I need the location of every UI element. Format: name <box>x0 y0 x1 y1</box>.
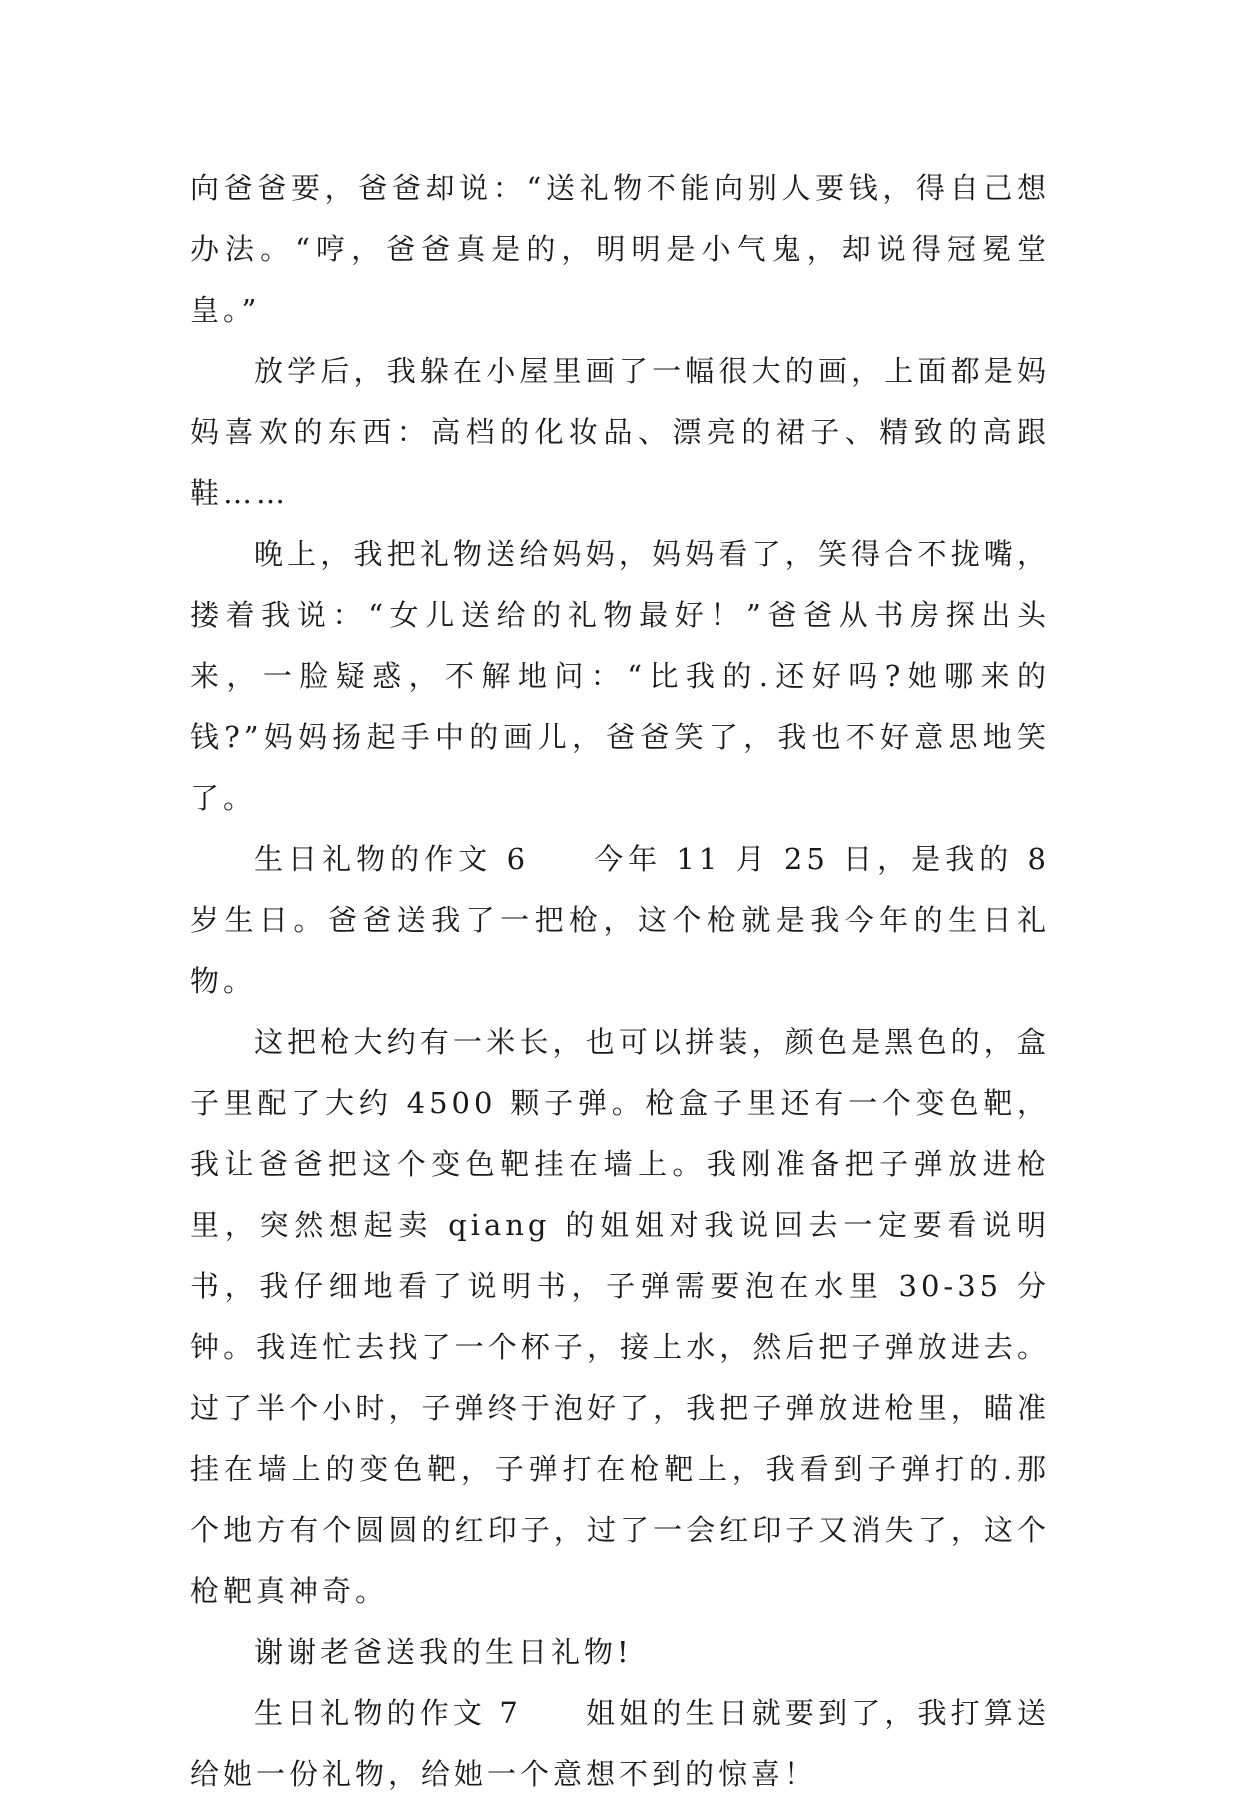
section-7-text: 姐姐的生日就要到了，我打算送给她一份礼物，给她一个意想不到的惊喜！ <box>190 1696 1050 1791</box>
paragraph-thanks: 谢谢老爸送我的生日礼物! <box>254 1635 633 1669</box>
section-7-heading: 生日礼物的作文 7 <box>254 1696 522 1730</box>
section-6-text: 今年 11 月 25 日，是我的 8 岁生日。爸爸送我了一把枪，这个枪就是我今年的生日礼物。 <box>190 842 1050 998</box>
section-7-paragraph <box>190 1683 1050 1805</box>
paragraph-painting: 放学后，我躲在小屋里画了一幅很大的画，上面都是妈妈喜欢的东西：高档的化妆品、漂亮的裙子、精致的高跟鞋…… <box>190 354 1050 510</box>
section-6-paragraph <box>190 829 1050 1012</box>
paragraph-evening: 晚上，我把礼物送给妈妈，妈妈看了，笑得合不拢嘴，搂着我说：“女儿送给的礼物最好！”爸爸从书房探出头来，一脸疑惑，不解地问：“比我的.还好吗?她哪来的钱?”妈妈扬起手中的画儿，爸爸笑了，我也不好意思地笑了。 <box>190 537 1050 815</box>
section-6-heading: 生日礼物的作文 6 <box>254 842 530 876</box>
paragraph-gun: 这把枪大约有一米长，也可以拼装，颜色是黑色的，盒子里配了大约 4500 颗子弹。枪盒子里还有一个变色靶，我让爸爸把这个变色靶挂在墙上。我刚准备把子弹放进枪里，突然想起卖 qiang 的姐姐对我说回去一定要看说明书，我仔细地看了说明书，子弹需要泡在水里 30-35 分钟。我连忙去找了一个杯子，接上水，然后把子弹放进去。过了半个小时，子弹终于泡好了，我把子弹放进枪里，瞄准挂在墙上的变色靶，子弹打在枪靶上，我看到子弹打的.那个地方有个圆圆的红印子，过了一会红印子又消失了，这个枪靶真神奇。 <box>190 1025 1050 1608</box>
paragraph-continued: 向爸爸要，爸爸却说：“送礼物不能向别人要钱，得自己想办法。“哼，爸爸真是的，明明是小气鬼，却说得冠冕堂皇。” <box>190 171 1050 327</box>
document-body <box>190 158 1050 1805</box>
